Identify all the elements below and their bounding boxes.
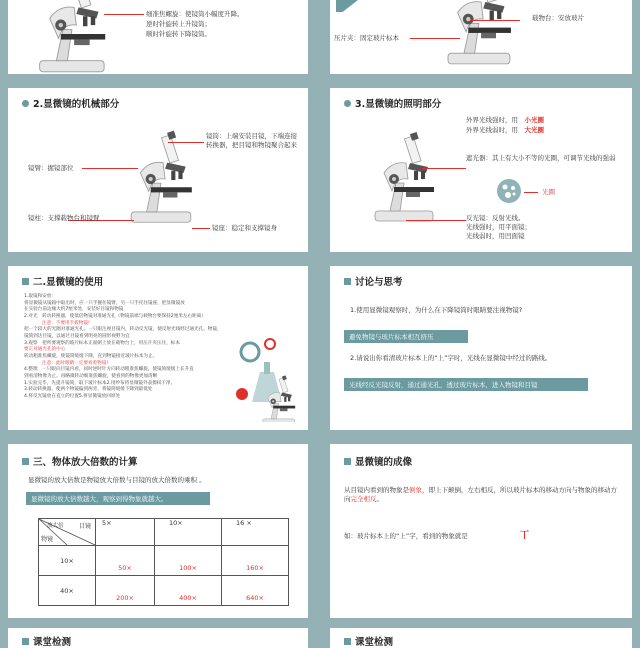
bullet-icon bbox=[344, 458, 351, 465]
microscope-image bbox=[440, 0, 520, 66]
slide-title: 三、物体放大倍数的计算 bbox=[22, 454, 138, 468]
clip-text: 压片夹：固定玻片标本 bbox=[334, 34, 399, 42]
table-col-header: 16 × bbox=[222, 519, 289, 546]
imaging-body: 从目镜内看到的物象是倒象，即上下颠倒，左右相反，所以玻片标本的移动方向与物象的移动方向完全相反。 bbox=[344, 486, 617, 503]
weak-light-text: 外界光线弱时，用 大光圈 bbox=[466, 126, 544, 134]
fine-focus-cw-text: 顺时针旋转下降镜筒。 bbox=[146, 30, 211, 38]
slide-title: 3.显微镜的照明部分 bbox=[344, 96, 441, 110]
microscope-image bbox=[126, 130, 198, 226]
table-col-header: 10× bbox=[155, 519, 222, 546]
magnification-banner: 显微镜的放大倍数越大，观察到得物象就越大。 bbox=[26, 492, 210, 505]
bullet-icon bbox=[344, 278, 351, 285]
slide-title: 显微镜的成像 bbox=[344, 454, 412, 468]
slide-illumination bbox=[330, 88, 632, 252]
slide-quiz-right bbox=[330, 628, 632, 648]
microscope-image bbox=[28, 0, 118, 74]
microscope-image bbox=[370, 128, 440, 228]
usage-steps: 1.取镜和安放: 将显微镜从镜箱中取出时，应一只手握住镜臂，另一只手托住镜座，把显微镜放 在实验台前边缘大约7厘米处，安装好目镜和物镜 2.对光 转动转换器，使低倍物镜对准通光孔（物镜前端与载物台要保持2厘米左右距离） 注意：不要用手扳物镜! 把一个较大的光圈对准通光孔。一只眼注视目镜内，转动反光镜，使反射光线经过通光孔、物镜， 镜筒到达目镜，以通过目镜看到明亮的圆形视野为宜 3.观察 把所要观察的玻片标本正面朝上放在载物台上，用压片夹压住，标本 要正对通光孔的中心 转动粗准焦螺旋，使镜筒缓缓下降，直到物镜接近玻片标本为止。 注意：此时眼睛一定要看着物镜! 4.整理 一只眼向目镜内看，同时逆时针方向转动粗准焦螺旋，使镜筒缓缓上长升直 到看清物像为止。再略微转动细准焦螺旋，使看到的物像更加清晰 1.实验完毕，先提升镜筒，取下玻片标本2.用纱布将显微镜外表擦拭干净。 3.转动转换器，使两个物镜偏到两旁，将镜筒缓缓下降到最低处 4.将反光镜放在直立的位置5.将显微镜放回原处 bbox=[24, 294, 222, 399]
bullet-icon bbox=[22, 458, 29, 465]
mirror-text-1: 反光镜：反射光线。 bbox=[466, 214, 525, 222]
stage-text: 载物台：安放玻片 bbox=[532, 14, 584, 22]
slide-quiz-left bbox=[8, 628, 308, 648]
diaphragm-text: 遮光器：其上有大小不等的光圈，可调节光线的强弱 bbox=[466, 154, 616, 162]
bullet-icon bbox=[22, 638, 29, 645]
slide-title: 二.显微镜的使用 bbox=[22, 274, 103, 288]
answer-1: 避免物镜与玻片标本相互挤压 bbox=[344, 330, 468, 343]
slide-stage bbox=[330, 0, 632, 74]
corner-decoration bbox=[336, 0, 358, 12]
slide-discussion bbox=[330, 266, 632, 430]
fine-focus-text: 细准焦螺旋：使镜筒小幅度升降。 bbox=[146, 10, 244, 18]
bullet-icon bbox=[22, 278, 29, 285]
bullet-icon bbox=[344, 100, 351, 107]
aperture-label: 光圈 bbox=[542, 188, 555, 196]
slide-usage bbox=[8, 266, 308, 430]
strong-light-text: 外界光线强时，用 小光圈 bbox=[466, 116, 544, 124]
question-1: 1.使用显微镜观察时，为什么在下降镜筒时眼睛要注视物镜? bbox=[350, 306, 523, 314]
question-2: 2.请说出你看清玻片标本上的“上”字时，光线在显微镜中经过的路线。 bbox=[350, 354, 552, 362]
slide-fine-focus bbox=[8, 0, 308, 74]
slide-title: 讨论与思考 bbox=[344, 274, 403, 288]
magnification-table bbox=[38, 518, 289, 606]
imaging-example: 如：玻片标本上的“上”字，看到的物象就是 bbox=[344, 532, 468, 540]
bullet-icon bbox=[344, 638, 351, 645]
tube-text: 镜筒：上端安装目镜，下端连接转换器，把目镜和物镜聚合起来 bbox=[206, 132, 297, 149]
base-text: 镜座：稳定和支撑镜身 bbox=[212, 224, 277, 232]
slide-mechanical bbox=[8, 88, 308, 252]
slide-title: 课堂检测 bbox=[344, 634, 393, 648]
aperture-disc-icon bbox=[496, 178, 522, 204]
fine-focus-ccw-text: 逆时针旋转上升镜筒； bbox=[146, 20, 211, 28]
slide-imaging bbox=[330, 444, 632, 618]
bullet-icon bbox=[22, 100, 29, 107]
slide-title: 课堂检测 bbox=[22, 634, 71, 648]
mirror-text-3: 光线弱时，用凹面镜 bbox=[466, 232, 525, 240]
table-header-corner: 目镜 放大倍 物镜 bbox=[39, 519, 96, 546]
slide-magnification bbox=[8, 444, 308, 618]
mirror-text-2: 光线强时，用平面镜； bbox=[466, 223, 531, 231]
table-row: 40× 200× 400× 640× bbox=[39, 576, 289, 606]
pillar-text: 镜柱：支撑载物台和镜臂 bbox=[28, 214, 100, 222]
slide-title: 2.显微镜的机械部分 bbox=[22, 96, 119, 110]
magnification-desc: 显微镜的放大倍数是物镜放大倍数与目镜的放大倍数的乘积 。 bbox=[28, 476, 206, 484]
imaging-answer: 丅 bbox=[520, 531, 530, 541]
answer-2: 光线经反光镜反射，通过通光孔，透过玻片标本，进入物镜和目镜 bbox=[344, 378, 588, 391]
lab-illustration bbox=[230, 332, 304, 422]
table-row: 10× 50× 100× 160× bbox=[39, 546, 289, 576]
table-col-header: 5× bbox=[96, 519, 155, 546]
arm-text: 镜臂：握镜部位 bbox=[28, 164, 74, 172]
